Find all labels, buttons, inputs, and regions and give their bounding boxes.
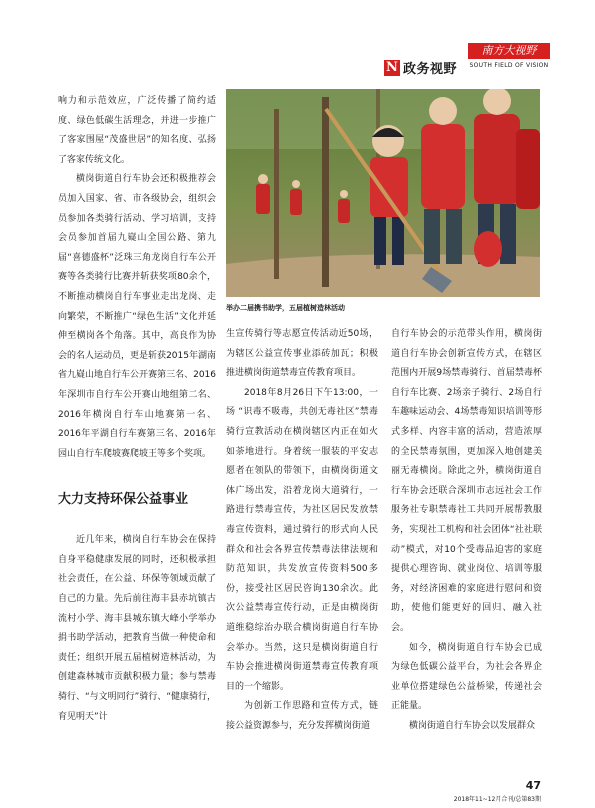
paragraph: 如今，横岗街道自行车协会已成为绿色低碳公益平台，为社会各界企业单位搭建绿色公益桥梁，传递社会正能量。 [391, 642, 542, 712]
article-column-1 [58, 92, 216, 727]
page-number: 47 [525, 779, 541, 792]
magazine-logo-icon: N [384, 60, 400, 76]
paragraph: 自行车协会的示范带头作用，横岗街道自行车协会创新宣传方式，在辖区范围内开展9场禁毒骑行、首届禁毒杯自行车比赛、2场亲子骑行、2场自行车趣味运动会、4场禁毒知识培训等形式多样、内容丰富的活动，营造浓厚的全民禁毒氛围，更加深入地创建美丽无毒横岗。除此之外，横岗街道自行车协会还联合深圳市志远社会工作服务社专职禁毒社工共同开展帮教服务，实现社工机构和社会团体“社社联动”模式，对10个受毒品迫害的家庭提供心理咨询、就业岗位、培训等服务，对经济困难的家庭进行慰问和资助，使他们能更好的回归、融入社会。 [391, 329, 542, 633]
paragraph: 2018年8月26日下午13:00，一场 “识毒不吸毒，共创无毒社区”禁毒骑行宣教活动在横岗辖区内正在如火如荼地进行。身着统一服装的平安志愿者在领队的带领下，由横岗街道文体广场出发，沿着龙岗大道骑行，一路进行禁毒宣传，为社区居民发放禁毒宣传资料，通过骑行的形式向人民群众和社会各界宣传禁毒法律法规和防范知识，共发放宣传资料500多份，接受社区居民咨询130余次。此次公益禁毒宣传行动，正是由横岗街道维稳综治办联合横岗街道自行车协会举办。当然，这只是横岗街道自行车协会推进横岗街道禁毒宣传教育项目的一个缩影。 [226, 387, 378, 692]
article-photo [226, 89, 540, 297]
issue-info: 2018年11~12月合刊/总第83期 [453, 796, 541, 803]
article-column-3 [391, 325, 542, 736]
photo-caption: 举办二届携书助学，五届植树造林活动 [226, 304, 345, 312]
paragraph: 为创新工作思路和宣传方式，链接公益资源参与，充分发挥横岗街道 [226, 701, 378, 731]
section-title: 政务视野 [403, 62, 458, 77]
paragraph: 响力和示范效应，广泛传播了简约适度、绿色低碳生活理念，并进一步推广了客家围屋“茂盛世居”的知名度、弘扬了客家传统文化。 [58, 96, 216, 165]
publication-masthead [468, 43, 550, 69]
section-heading: 大力支持环保公益事业 [58, 492, 189, 508]
article-column-2 [226, 325, 378, 736]
paragraph: 近几年来，横岗自行车协会在保持自身平稳健康发展的同时，还积极承担社会责任，在公益、环保等领域贡献了自己的力量。先后前往海丰县赤坑镇古流村小学、海丰县城东镇大峰小学举办捐书助学活动，把教育当做一种使命和责任；组织开展五届植树造林活动，为创建森林城市贡献积极力量；参与禁毒骑行、“与文明同行”骑行、“健康骑行，育见明天”计 [58, 535, 216, 722]
publication-name: 南方大视野 [468, 43, 550, 59]
paragraph: 生宣传骑行等志愿宣传活动近50场，为辖区公益宣传事业添砖加瓦；积极推进横岗街道禁毒宣传教育项目。 [226, 329, 378, 379]
paragraph: 横岗街道自行车协会以发展群众 [409, 720, 536, 731]
section-header [384, 58, 457, 77]
publication-name-en: SOUTH FIELD OF VISION [469, 62, 549, 69]
paragraph: 横岗街道自行车协会还积极推荐会员加入国家、省、市各级协会，组织会员参加各类骑行活动、学习培训，支持会员参加首届九嶷山全国公路、第九届“喜德盛杯”泛珠三角龙岗自行车公开赛等各类骑行比赛并斩获奖项80余个，不断推动横岗自行车事业走出龙岗、走向繁荣，不断推广“绿色生活”文化并延伸至横岗各个角落。其中，高良作为协会的名人运动员，更是斩获2015年湖南省九嶷山地自行车公开赛第三名、2016年深圳市自行车公开赛山地组第二名、2016年横岗自行车山地赛第一名、2016年平湖自行车赛第三名、2016年园山自行车爬坡赛爬坡王等多个奖项。 [58, 174, 216, 459]
